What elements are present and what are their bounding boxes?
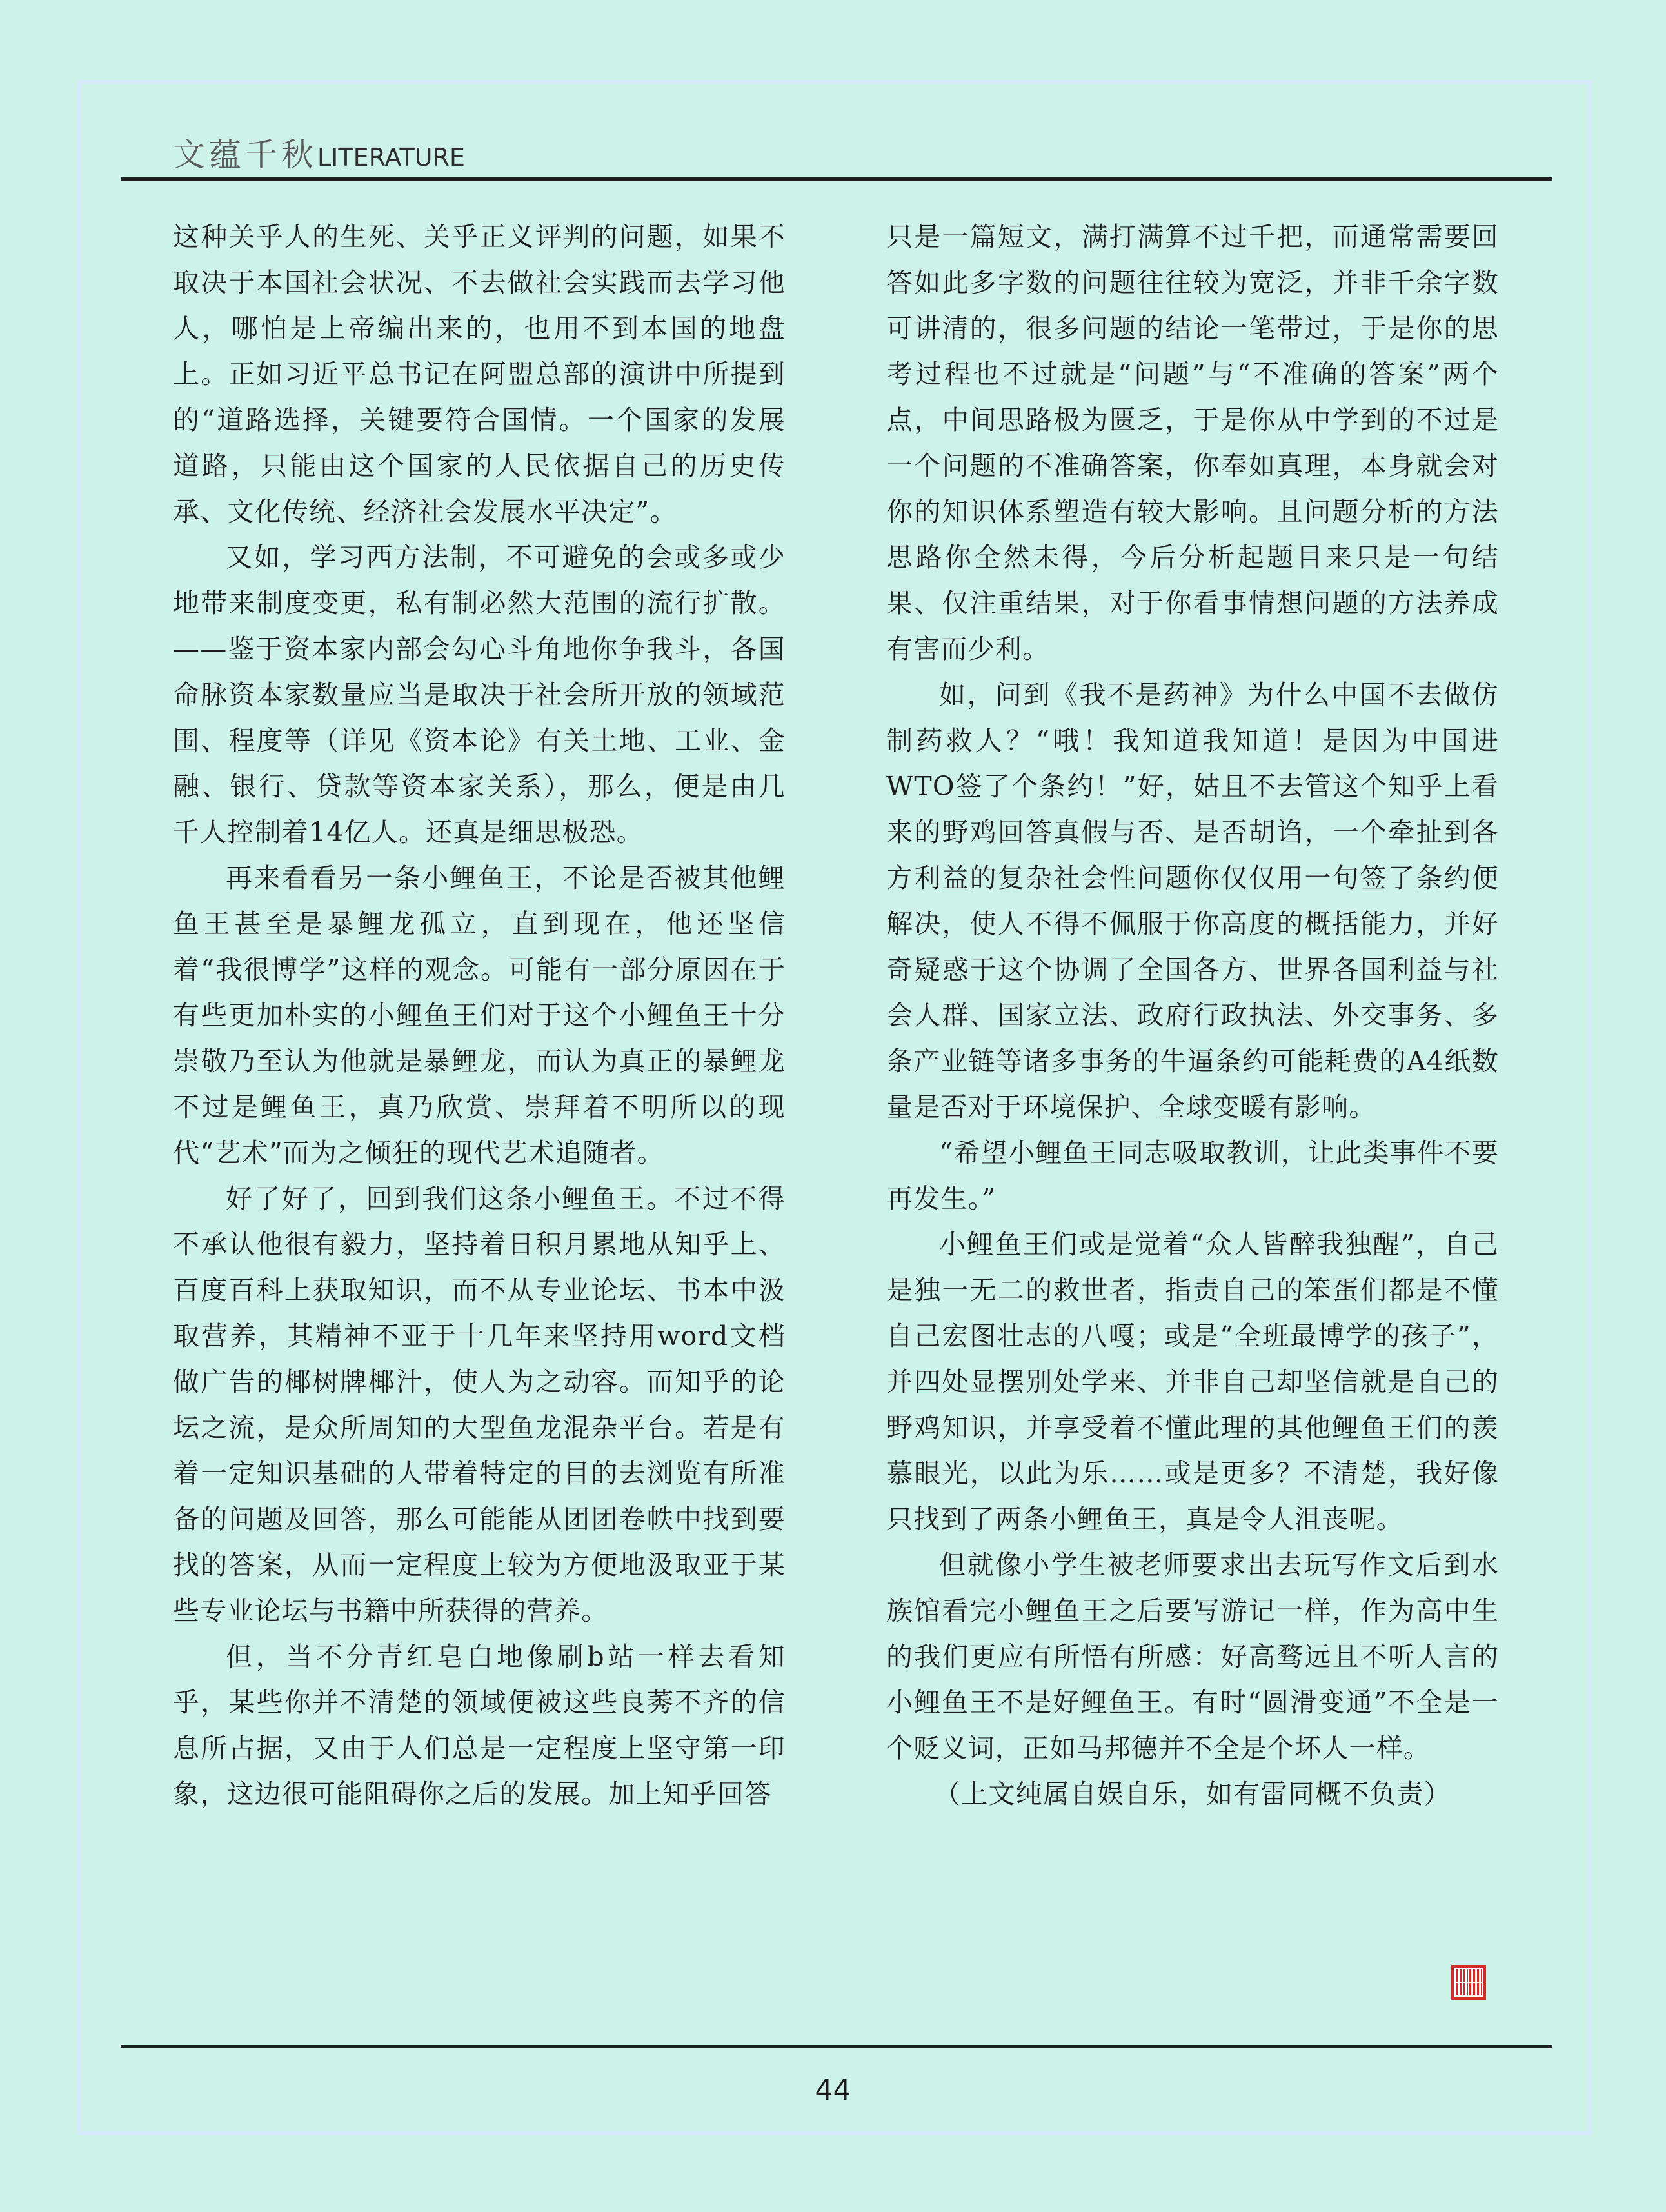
page-header: [121, 129, 1552, 181]
left-column: [173, 214, 786, 1817]
paragraph: 这种关乎人的生死、关乎正义评判的问题，如果不取决于本国社会状况、不去做社会实践而去学习他人，哪怕是上帝编出来的，也用不到本国的地盘上。正如习近平总书记在阿盟总部的演讲中所提到的“道路选择，关键要符合国情。一个国家的发展道路，只能由这个国家的人民依据自己的历史传承、文化传统、经济社会发展水平决定”。: [173, 221, 786, 527]
paragraph: 只是一篇短文，满打满算不过千把，而通常需要回答如此多字数的问题往往较为宽泛，并非千余字数可讲清的，很多问题的结论一笔带过，于是你的思考过程也不过就是“问题”与“不准确的答案”两个点，中间思路极为匮乏，于是你从中学到的不过是一个问题的不准确答案，你奉如真理，本身就会对你的知识体系塑造有较大影响。且问题分析的方法思路你全然未得，今后分析起题目来只是一句结果、仅注重结果，对于你看事情想问题的方法养成有害而少利。: [886, 221, 1499, 664]
paragraph: 如，问到《我不是药神》为什么中国不去做仿制药救人？“哦！我知道我知道！是因为中国进WTO签了个条约！”好，姑且不去管这个知乎上看来的野鸡回答真假与否、是否胡诌，一个牵扯到各方利益的复杂社会性问题你仅仅用一句签了条约便解决，使人不得不佩服于你高度的概括能力，并好奇疑惑于这个协调了全国各方、世界各国利益与社会人群、国家立法、政府行政执法、外交事务、多条产业链等诸多事务的牛逼条约可能耗费的A4纸数量是否对于环境保护、全球变暖有影响。: [886, 679, 1499, 1122]
closing-note: （上文纯属自娱自乐，如有雷同概不负责）: [934, 1779, 1451, 1809]
seal-glyph: [1469, 1983, 1482, 1995]
header-title-en: LITERATURE: [317, 143, 465, 172]
footer-rule: [121, 2045, 1552, 2048]
paragraph: 再来看看另一条小鲤鱼王，不论是否被其他鲤鱼王甚至是暴鲤龙孤立，直到现在，他还坚信着“我很博学”这样的观念。可能有一部分原因在于有些更加朴实的小鲤鱼王们对于这个小鲤鱼王十分崇敬乃至认为他就是暴鲤龙，而认为真正的暴鲤龙不过是鲤鱼王，真乃欣赏、崇拜着不明所以的现代“艺术”而为之倾狂的现代艺术追随者。: [173, 862, 786, 1168]
seal-glyph: [1469, 1969, 1482, 1982]
seal-glyph: [1456, 1969, 1468, 1982]
header-rule: [121, 177, 1552, 181]
page-number: 44: [815, 2074, 851, 2107]
seal-glyph: [1456, 1983, 1468, 1995]
header-title-cn: 文蕴千秋: [173, 136, 317, 174]
right-column: [886, 214, 1499, 1817]
paragraph: 好了好了，回到我们这条小鲤鱼王。不过不得不承认他很有毅力，坚持着日积月累地从知乎上、百度百科上获取知识，而不从专业论坛、书本中汲取营养，其精神不亚于十几年来坚持用word文档做广告的椰树牌椰汁，使人为之动容。而知乎的论坛之流，是众所周知的大型鱼龙混杂平台。若是有着一定知识基础的人带着特定的目的去浏览有所准备的问题及回答，那么可能能从团团卷帙中找到要找的答案，从而一定程度上较为方便地汲取亚于某些专业论坛与书籍中所获得的营养。: [173, 1183, 786, 1626]
paragraph: 但就像小学生被老师要求出去玩写作文后到水族馆看完小鲤鱼王之后要写游记一样，作为高中生的我们更应有所悟有所感：好高骛远且不听人言的小鲤鱼王不是好鲤鱼王。有时“圆滑变通”不全是一个贬义词，正如马邦德并不全是个坏人一样。: [886, 1549, 1499, 1764]
paragraph: 又如，学习西方法制，不可避免的会或多或少地带来制度变更，私有制必然大范围的流行扩散。——鉴于资本家内部会勾心斗角地你争我斗，各国命脉资本家数量应当是取决于社会所开放的领域范围、程度等（详见《资本论》有关土地、工业、金融、银行、贷款等资本家关系），那么，便是由几千人控制着14亿人。还真是细思极恐。: [173, 542, 786, 848]
paragraph: 小鲤鱼王们或是觉着“众人皆醉我独醒”，自己是独一无二的救世者，指责自己的笨蛋们都是不懂自己宏图壮志的八嘎；或是“全班最博学的孩子”，并四处显摆别处学来、并非自己却坚信就是自己的野鸡知识，并享受着不懂此理的其他鲤鱼王们的羡慕眼光，以此为乐……或是更多？不清楚，我好像只找到了两条小鲤鱼王，真是令人沮丧呢。: [886, 1229, 1499, 1535]
paragraph: “希望小鲤鱼王同志吸取教训，让此类事件不要再发生。”: [886, 1137, 1499, 1214]
paragraph: 但，当不分青红皂白地像刷b站一样去看知乎，某些你并不清楚的领域便被这些良莠不齐的信息所占据，又由于人们总是一定程度上坚守第一印象，这边很可能阻碍你之后的发展。加上知乎回答: [173, 1641, 786, 1809]
seal-stamp-icon: [1451, 1965, 1486, 2000]
header-title: [173, 129, 465, 175]
